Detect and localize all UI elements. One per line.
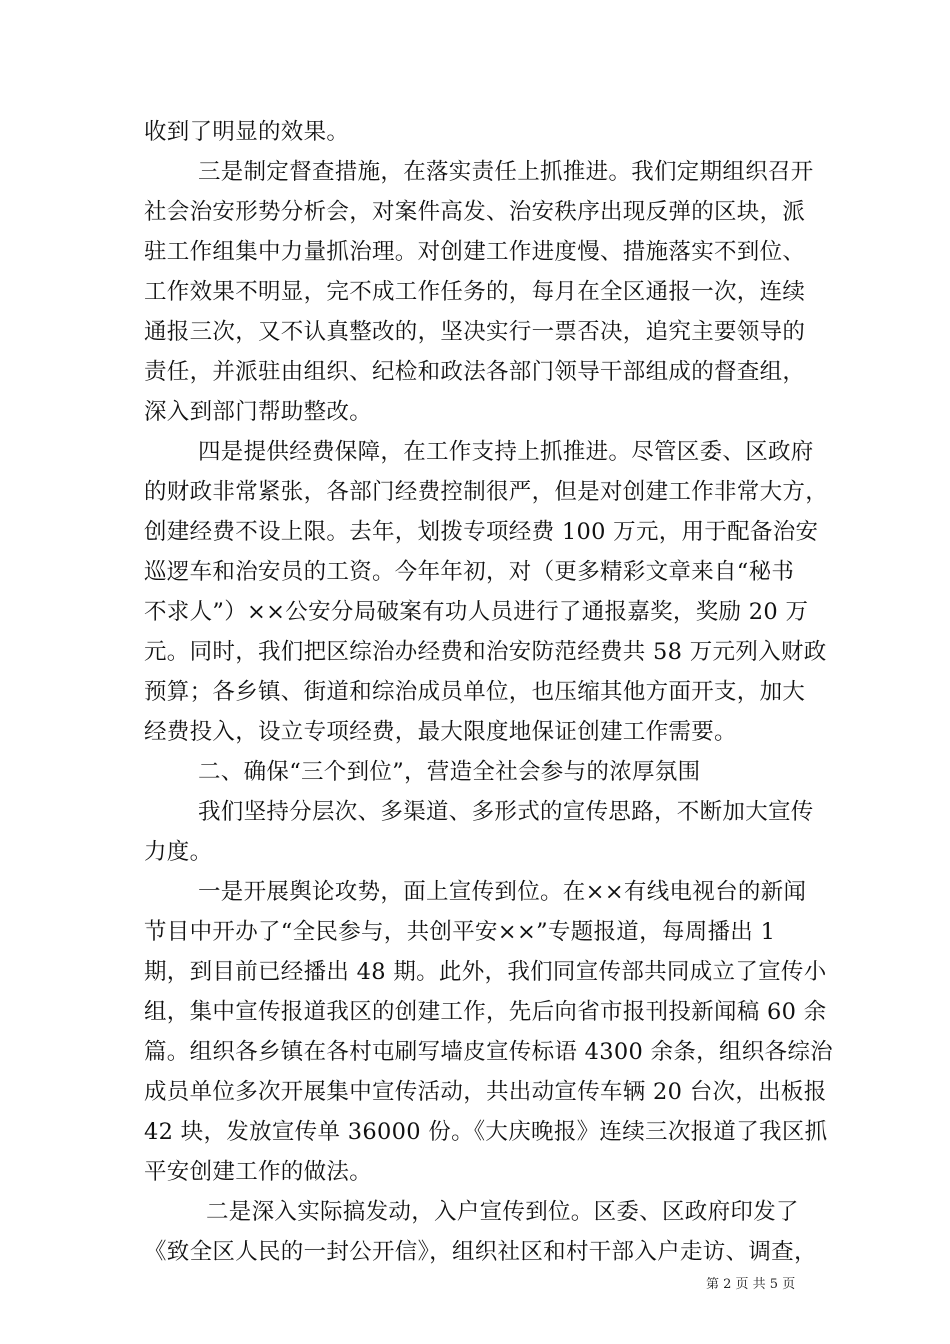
text-line: 责任，并派驻由组织、纪检和政法各部门领导干部组成的督查组， (144, 359, 806, 385)
section-heading: 二、确保“三个到位”，营造全社会参与的浓厚氛围 (198, 759, 701, 785)
text-line: 经费投入，设立专项经费，最大限度地保证创建工作需要。 (144, 719, 737, 745)
text-line: 我们坚持分层次、多渠道、多形式的宣传思路，不断加大宣传 (198, 799, 814, 825)
text-line: 篇。组织各乡镇在各村屯刷写墙皮宣传标语 4300 余条，组织各综治 (144, 1039, 833, 1065)
text-line: 一是开展舆论攻势，面上宣传到位。在××有线电视台的新闻 (198, 879, 807, 905)
text-line: 巡逻车和治安员的工资。今年年初，对（更多精彩文章来自“秘书 (144, 559, 795, 585)
text-line: 工作效果不明显，完不成工作任务的，每月在全区通报一次，连续 (144, 279, 806, 305)
text-line: 驻工作组集中力量抓治理。对创建工作进度慢、措施落实不到位、 (144, 239, 806, 265)
text-line: 组，集中宣传报道我区的创建工作，先后向省市报刊投新闻稿 60 余 (144, 999, 827, 1025)
text-line: 深入到部门帮助整改。 (144, 399, 373, 425)
text-line: 四是提供经费保障，在工作支持上抓推进。尽管区委、区政府 (198, 439, 814, 465)
text-line: 元。同时，我们把区综治办经费和治安防范经费共 58 万元列入财政 (144, 639, 827, 665)
text-line: 三是制定督查措施，在落实责任上抓推进。我们定期组织召开 (198, 159, 814, 185)
document-body (144, 112, 833, 1272)
text-line: 成员单位多次开展集中宣传活动，共出动宣传车辆 20 台次，出板报 (144, 1079, 827, 1105)
text-line: 收到了明显的效果。 (144, 119, 350, 145)
text-line: 的财政非常紧张，各部门经费控制很严，但是对创建工作非常大方， (144, 479, 829, 505)
text-line: 《致全区人民的一封公开信》，组织社区和村干部入户走访、调查， (144, 1239, 817, 1265)
text-line: 42 块，发放宣传单 36000 份。《大庆晚报》连续三次报道了我区抓 (144, 1119, 828, 1145)
text-line: 期，到目前已经播出 48 期。此外，我们同宣传部共同成立了宣传小 (144, 959, 827, 985)
text-line: 社会治安形势分析会，对案件高发、治安秩序出现反弹的区块，派 (144, 199, 806, 225)
text-line: 创建经费不设上限。去年，划拨专项经费 100 万元，用于配备治安 (144, 519, 819, 545)
text-line: 二是深入实际搞发动，入户宣传到位。区委、区政府印发了 (206, 1199, 799, 1225)
text-line: 节目中开办了“全民参与，共创平安××”专题报道，每周播出 1 (144, 919, 776, 945)
page-number: 第 2 页 共 5 页 (706, 1277, 796, 1292)
text-line: 平安创建工作的做法。 (144, 1159, 373, 1185)
text-line: 通报三次，又不认真整改的，坚决实行一票否决，追究主要领导的 (144, 319, 806, 345)
text-line: 不求人”）××公安分局破案有功人员进行了通报嘉奖，奖励 20 万 (144, 599, 809, 625)
text-line: 预算；各乡镇、街道和综治成员单位，也压缩其他方面开支，加大 (144, 679, 806, 705)
text-line: 力度。 (144, 839, 213, 865)
